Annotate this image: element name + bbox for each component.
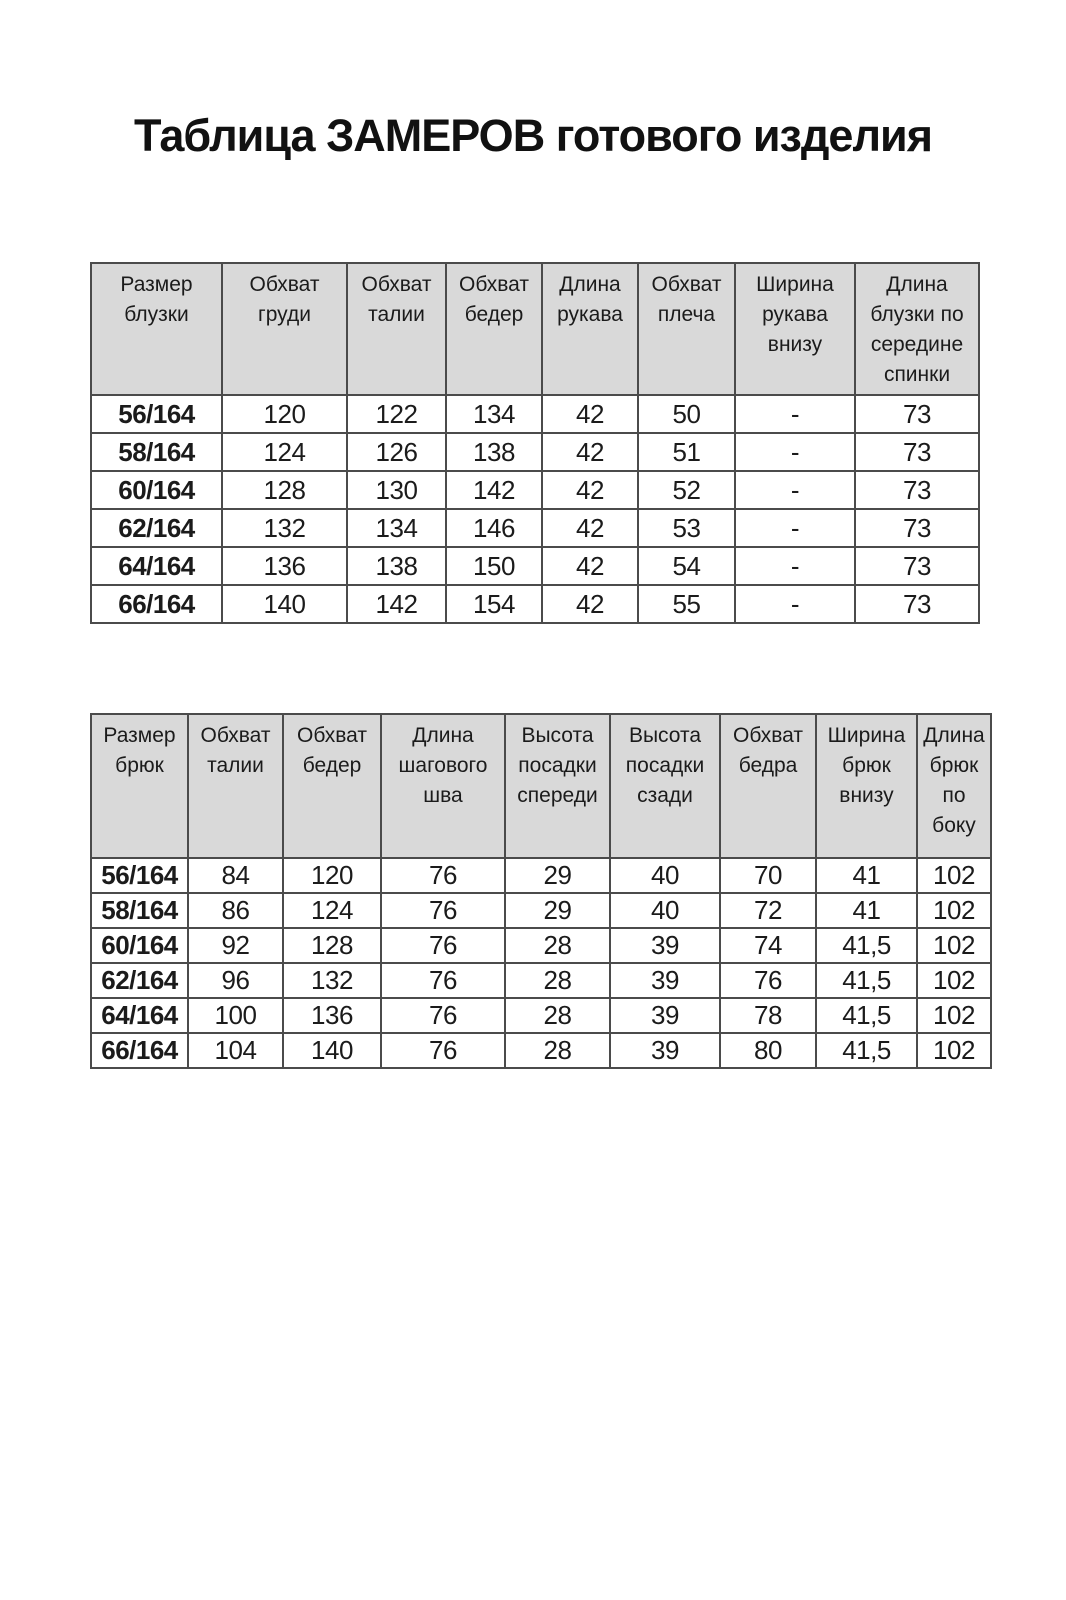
- column-header: Длина рукава: [542, 263, 638, 395]
- column-header: Обхват бедер: [283, 714, 381, 858]
- table-row: [91, 893, 991, 928]
- value-cell: 76: [381, 928, 505, 963]
- value-cell: 86: [188, 893, 283, 928]
- size-cell: 66/164: [91, 585, 222, 623]
- value-cell: 39: [610, 998, 720, 1033]
- value-cell: 140: [283, 1033, 381, 1068]
- value-cell: 76: [720, 963, 816, 998]
- page-title: Таблица ЗАМЕРОВ готового изделия: [134, 110, 932, 161]
- value-cell: 41,5: [816, 998, 917, 1033]
- value-cell: 142: [446, 471, 542, 509]
- value-cell: 84: [188, 858, 283, 893]
- value-cell: 128: [222, 471, 347, 509]
- column-header: Высота посадки спереди: [505, 714, 610, 858]
- value-cell: 136: [283, 998, 381, 1033]
- value-cell: 132: [222, 509, 347, 547]
- value-cell: 142: [347, 585, 446, 623]
- column-header: Длина шагового шва: [381, 714, 505, 858]
- value-cell: 42: [542, 471, 638, 509]
- value-cell: 124: [283, 893, 381, 928]
- value-cell: 39: [610, 1033, 720, 1068]
- value-cell: 102: [917, 928, 991, 963]
- value-cell: 76: [381, 998, 505, 1033]
- value-cell: 146: [446, 509, 542, 547]
- size-cell: 56/164: [91, 395, 222, 433]
- value-cell: 102: [917, 893, 991, 928]
- value-cell: 73: [855, 547, 979, 585]
- value-cell: 134: [446, 395, 542, 433]
- value-cell: 42: [542, 509, 638, 547]
- value-cell: 76: [381, 1033, 505, 1068]
- column-header: Длина брюк по боку: [917, 714, 991, 858]
- column-header: Ширина брюк внизу: [816, 714, 917, 858]
- value-cell: 104: [188, 1033, 283, 1068]
- column-header: Обхват плеча: [638, 263, 735, 395]
- size-cell: 56/164: [91, 858, 188, 893]
- value-cell: 28: [505, 1033, 610, 1068]
- value-cell: 76: [381, 963, 505, 998]
- value-cell: 28: [505, 928, 610, 963]
- column-header: Размер брюк: [91, 714, 188, 858]
- value-cell: 52: [638, 471, 735, 509]
- value-cell: 55: [638, 585, 735, 623]
- value-cell: 50: [638, 395, 735, 433]
- value-cell: -: [735, 433, 855, 471]
- value-cell: 51: [638, 433, 735, 471]
- value-cell: 74: [720, 928, 816, 963]
- value-cell: 78: [720, 998, 816, 1033]
- value-cell: 29: [505, 858, 610, 893]
- table-row: [91, 963, 991, 998]
- value-cell: 40: [610, 893, 720, 928]
- column-header: Длина блузки по середине спинки: [855, 263, 979, 395]
- size-cell: 66/164: [91, 1033, 188, 1068]
- value-cell: 126: [347, 433, 446, 471]
- value-cell: -: [735, 509, 855, 547]
- value-cell: 42: [542, 433, 638, 471]
- value-cell: 40: [610, 858, 720, 893]
- size-cell: 60/164: [91, 471, 222, 509]
- trousers-measurements-table: [90, 713, 992, 1069]
- value-cell: 73: [855, 433, 979, 471]
- column-header: Ширина рукава внизу: [735, 263, 855, 395]
- value-cell: 39: [610, 928, 720, 963]
- column-header: Обхват бедер: [446, 263, 542, 395]
- value-cell: 42: [542, 585, 638, 623]
- blouse-header-row: [91, 263, 979, 395]
- column-header: Обхват груди: [222, 263, 347, 395]
- value-cell: 29: [505, 893, 610, 928]
- value-cell: 102: [917, 858, 991, 893]
- table-row: [91, 471, 979, 509]
- value-cell: 150: [446, 547, 542, 585]
- value-cell: 120: [283, 858, 381, 893]
- table-row: [91, 998, 991, 1033]
- value-cell: 70: [720, 858, 816, 893]
- value-cell: 124: [222, 433, 347, 471]
- value-cell: 28: [505, 963, 610, 998]
- table-row: [91, 395, 979, 433]
- value-cell: 154: [446, 585, 542, 623]
- trousers-table-body: [91, 858, 991, 1068]
- value-cell: 73: [855, 585, 979, 623]
- table-row: [91, 1033, 991, 1068]
- size-cell: 62/164: [91, 963, 188, 998]
- value-cell: 42: [542, 547, 638, 585]
- value-cell: 130: [347, 471, 446, 509]
- value-cell: 54: [638, 547, 735, 585]
- value-cell: 39: [610, 963, 720, 998]
- value-cell: 102: [917, 963, 991, 998]
- size-cell: 62/164: [91, 509, 222, 547]
- value-cell: 73: [855, 395, 979, 433]
- value-cell: 128: [283, 928, 381, 963]
- value-cell: 102: [917, 1033, 991, 1068]
- value-cell: 96: [188, 963, 283, 998]
- value-cell: 134: [347, 509, 446, 547]
- value-cell: 72: [720, 893, 816, 928]
- table-row: [91, 547, 979, 585]
- value-cell: 28: [505, 998, 610, 1033]
- value-cell: 132: [283, 963, 381, 998]
- size-cell: 58/164: [91, 893, 188, 928]
- trousers-header-row: [91, 714, 991, 858]
- table-row: [91, 585, 979, 623]
- value-cell: 120: [222, 395, 347, 433]
- blouse-table-body: [91, 395, 979, 623]
- table-row: [91, 928, 991, 963]
- value-cell: 41,5: [816, 1033, 917, 1068]
- value-cell: 80: [720, 1033, 816, 1068]
- column-header: Обхват талии: [188, 714, 283, 858]
- value-cell: 73: [855, 509, 979, 547]
- size-cell: 58/164: [91, 433, 222, 471]
- value-cell: 122: [347, 395, 446, 433]
- size-cell: 60/164: [91, 928, 188, 963]
- value-cell: 140: [222, 585, 347, 623]
- column-header: Высота посадки сзади: [610, 714, 720, 858]
- value-cell: 41,5: [816, 963, 917, 998]
- value-cell: 100: [188, 998, 283, 1033]
- size-cell: 64/164: [91, 998, 188, 1033]
- value-cell: 102: [917, 998, 991, 1033]
- table-row: [91, 509, 979, 547]
- value-cell: 42: [542, 395, 638, 433]
- value-cell: 41: [816, 893, 917, 928]
- value-cell: -: [735, 471, 855, 509]
- table-row: [91, 858, 991, 893]
- value-cell: 136: [222, 547, 347, 585]
- value-cell: 138: [446, 433, 542, 471]
- value-cell: 138: [347, 547, 446, 585]
- column-header: Обхват талии: [347, 263, 446, 395]
- value-cell: 41,5: [816, 928, 917, 963]
- blouse-measurements-table: [90, 262, 980, 624]
- column-header: Обхват бедра: [720, 714, 816, 858]
- value-cell: 41: [816, 858, 917, 893]
- size-cell: 64/164: [91, 547, 222, 585]
- column-header: Размер блузки: [91, 263, 222, 395]
- value-cell: -: [735, 395, 855, 433]
- value-cell: 76: [381, 858, 505, 893]
- value-cell: -: [735, 585, 855, 623]
- value-cell: 53: [638, 509, 735, 547]
- table-row: [91, 433, 979, 471]
- value-cell: 73: [855, 471, 979, 509]
- value-cell: 92: [188, 928, 283, 963]
- value-cell: 76: [381, 893, 505, 928]
- value-cell: -: [735, 547, 855, 585]
